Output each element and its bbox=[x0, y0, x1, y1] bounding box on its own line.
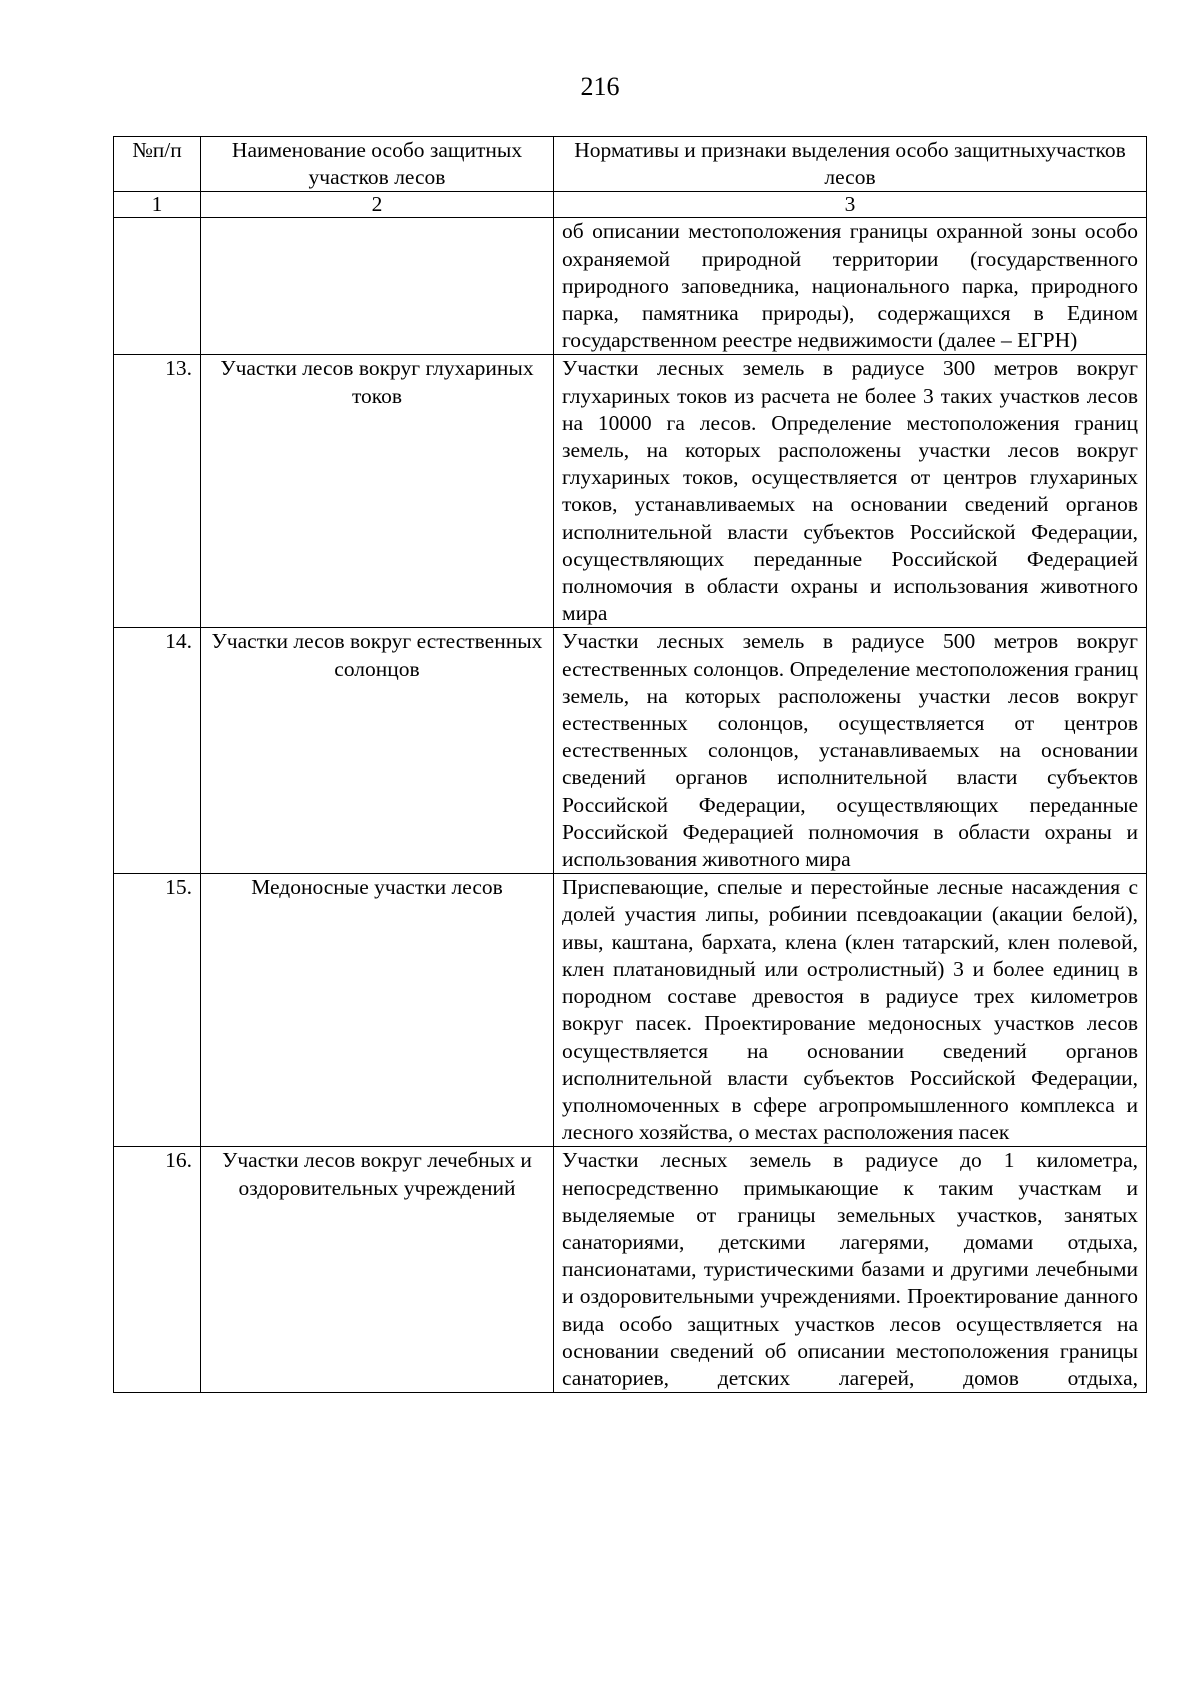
row-number bbox=[114, 218, 201, 355]
header-name: Наименование особо защитных участков лесов bbox=[201, 137, 554, 192]
row-norms: Участки лесных земель в радиусе 500 метров вокруг естественных солонцов. Определение местоположения границ земель, на которых расположены участки лесов вокруг естественных солонцов, осуществляется от центров естественных солонцов, устанавливаемых на основании сведений органов исполнительной власти субъектов Российской Федерации, осуществляющих переданные Российской Федерацией полномочия в области охраны и использования животного мира bbox=[554, 628, 1147, 874]
column-index-1: 1 bbox=[114, 192, 201, 218]
page-number: 216 bbox=[580, 72, 620, 101]
row-name: Участки лесов вокруг лечебных и оздоровительных учреждений bbox=[201, 1147, 554, 1393]
column-index-2: 2 bbox=[201, 192, 554, 218]
table-row bbox=[114, 628, 1147, 874]
row-norms: Приспевающие, спелые и перестойные лесные насаждения с долей участия липы, робинии псевдоакации (акации белой), ивы, каштана, бархата, клена (клен татарский, клен полевой, клен платановидный или остролистный) 3 и более единиц в породном составе древостоя в радиусе трех километров вокруг пасек. Проектирование медоносных участков лесов осуществляется на основании сведений органов исполнительной власти субъектов Российской Федерации, уполномоченных в сфере агропромышленного комплекса и лесного хозяйства, о местах расположения пасек bbox=[554, 874, 1147, 1147]
table-row bbox=[114, 874, 1147, 1147]
header-num: №п/п bbox=[114, 137, 201, 192]
forest-plots-table bbox=[113, 136, 1147, 1393]
row-number: 14. bbox=[114, 628, 201, 874]
table-row bbox=[114, 218, 1147, 355]
row-number: 13. bbox=[114, 355, 201, 628]
row-norms: об описании местоположения границы охранной зоны особо охраняемой природной территории (государственного природного заповедника, национального парка, природного парка, памятника природы), содержащихся в Едином государственном реестре недвижимости (далее – ЕГРН) bbox=[554, 218, 1147, 355]
row-number: 16. bbox=[114, 1147, 201, 1393]
row-name: Медоносные участки лесов bbox=[201, 874, 554, 1147]
row-name: Участки лесов вокруг глухариных токов bbox=[201, 355, 554, 628]
row-name bbox=[201, 218, 554, 355]
column-index-3: 3 bbox=[554, 192, 1147, 218]
table-row bbox=[114, 1147, 1147, 1393]
table-header-row bbox=[114, 137, 1147, 192]
table-row bbox=[114, 355, 1147, 628]
row-norms: Участки лесных земель в радиусе до 1 километра, непосредственно примыкающие к таким участкам и выделяемые от границы земельных участков, занятых санаториями, детскими лагерями, домами отдыха, пансионатами, туристическими базами и другими лечебными и оздоровительными учреждениями. Проектирование данного вида особо защитных участков лесов осуществляется на основании сведений об описании местоположения границы санаториев, детских лагерей, домов отдыха, bbox=[554, 1147, 1147, 1393]
row-norms: Участки лесных земель в радиусе 300 метров вокруг глухариных токов из расчета не более 3 таких участков лесов на 10000 га лесов. Определение местоположения границ земель, на которых расположены участки лесов вокруг глухариных токов, осуществляется от центров глухариных токов, устанавливаемых на основании сведений органов исполнительной власти субъектов Российской Федерации, осуществляющих переданные Российской Федерацией полномочия в области охраны и использования животного мира bbox=[554, 355, 1147, 628]
row-name: Участки лесов вокруг естественных солонцов bbox=[201, 628, 554, 874]
row-number: 15. bbox=[114, 874, 201, 1147]
column-index-row bbox=[114, 192, 1147, 218]
header-norms: Нормативы и признаки выделения особо защитныхучастков лесов bbox=[554, 137, 1147, 192]
